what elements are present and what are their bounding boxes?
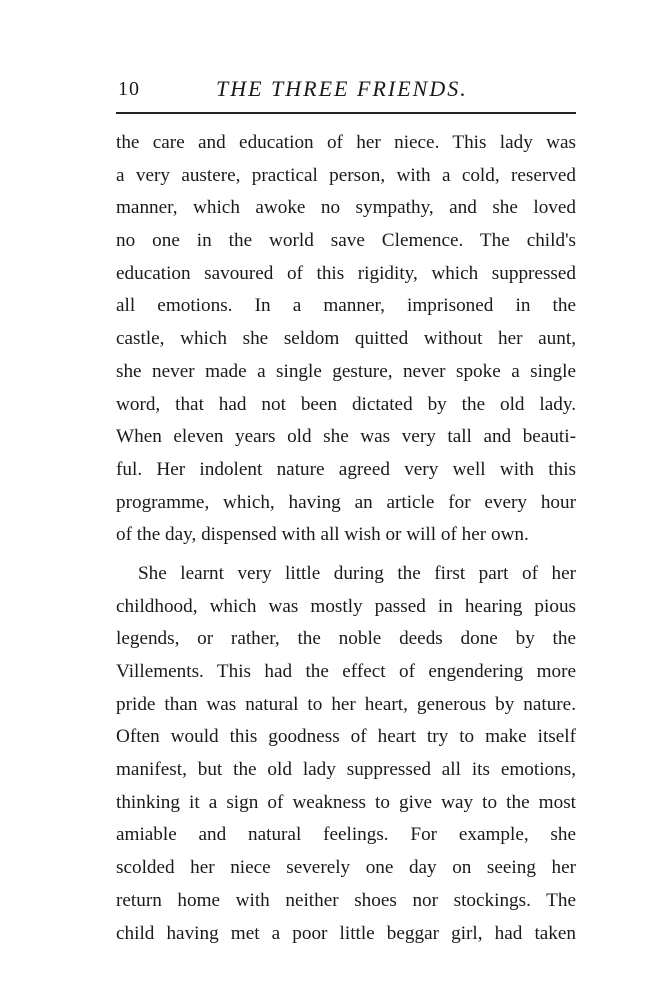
text-line: castle, which she seldom quitted without her aunt, [116, 328, 576, 350]
text-line: scolded her niece severely one day on seeing her [116, 857, 576, 879]
text-line: she never made a single gesture, never spoke a single [116, 360, 576, 382]
text-line: child having met a poor little beggar girl, had taken [116, 922, 576, 944]
text-line: thinking it a sign of weakness to give way to the most [116, 791, 576, 813]
text-line: a very austere, practical person, with a cold, reserved [116, 164, 576, 186]
running-header [116, 72, 578, 108]
page-number: 10 [118, 78, 140, 100]
body-text [116, 127, 576, 950]
paragraph [116, 127, 576, 552]
text-line: legends, or rather, the noble deeds done by the [116, 628, 576, 650]
text-line: of the day, dispensed with all wish or will of her own. [116, 524, 529, 546]
paragraph [116, 558, 576, 950]
header-rule [116, 112, 576, 114]
text-line: She learnt very little during the first part of her [138, 562, 576, 584]
text-line: the care and education of her niece. This lady was [116, 132, 576, 153]
text-line: programme, which, having an article for every hour [116, 491, 576, 513]
text-line: return home with neither shoes nor stockings. The [116, 889, 576, 911]
text-line: manner, which awoke no sympathy, and she loved [116, 197, 576, 219]
text-line: education savoured of this rigidity, which suppressed [116, 262, 576, 284]
text-line: pride than was natural to her heart, generous by nature. [116, 693, 576, 715]
text-line: Villements. This had the effect of engendering more [116, 661, 576, 682]
text-line: amiable and natural feelings. For example, she [116, 824, 576, 846]
text-line: word, that had not been dictated by the old lady. [116, 393, 576, 415]
text-line: ful. Her indolent nature agreed very well with this [116, 458, 576, 480]
text-line: When eleven years old she was very tall and beauti- [116, 426, 576, 448]
text-line: Often would this goodness of heart try to make itself [116, 726, 576, 748]
text-line: all emotions. In a manner, imprisoned in the [116, 295, 576, 317]
text-line: manifest, but the old lady suppressed all its emotions, [116, 759, 576, 781]
running-title: THE THREE FRIENDS. [216, 76, 468, 101]
text-line: childhood, which was mostly passed in hearing pious [116, 595, 576, 617]
text-line: no one in the world save Clemence. The child's [116, 230, 576, 252]
